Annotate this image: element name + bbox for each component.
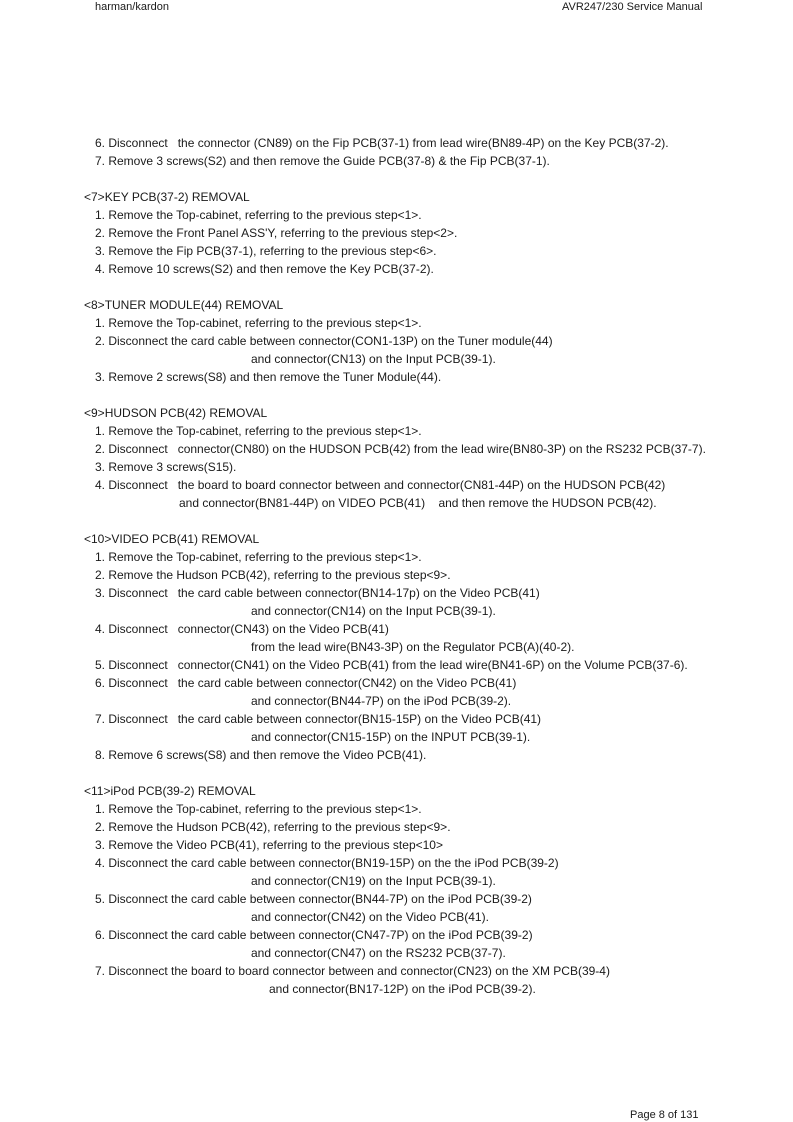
step-line: 2. Remove the Hudson PCB(42), referring to the previous step<9>. — [95, 820, 451, 834]
step-line: 4. Remove 10 screws(S2) and then remove the Key PCB(37-2). — [95, 262, 434, 276]
step-continuation: and connector(CN42) on the Video PCB(41). — [251, 910, 489, 924]
step-continuation: and connector(CN19) on the Input PCB(39-1). — [251, 874, 496, 888]
step-continuation: and connector(BN17-12P) on the iPod PCB(39-2). — [269, 982, 536, 996]
step-line: 1. Remove the Top-cabinet, referring to the previous step<1>. — [95, 550, 422, 564]
step-continuation: and connector(CN47) on the RS232 PCB(37-7). — [251, 946, 506, 960]
step-line: 2. Remove the Front Panel ASS'Y, referring to the previous step<2>. — [95, 226, 458, 240]
brand-header: harman/kardon — [95, 1, 169, 13]
step-line: 3. Remove 3 screws(S15). — [95, 460, 237, 474]
step-line: 3. Disconnect the card cable between connector(BN14-17p) on the Video PCB(41) — [95, 586, 540, 600]
section-title-tuner-module: <8>TUNER MODULE(44) REMOVAL — [84, 298, 284, 312]
step-line: 2. Remove the Hudson PCB(42), referring to the previous step<9>. — [95, 568, 451, 582]
step-line: 4. Disconnect the board to board connector between and connector(CN81-44P) on the HUDSON PCB(42) — [95, 478, 666, 492]
section-title-hudson-pcb: <9>HUDSON PCB(42) REMOVAL — [84, 406, 268, 420]
step-line: 7. Remove 3 screws(S2) and then remove the Guide PCB(37-8) & the Fip PCB(37-1). — [95, 154, 550, 168]
step-continuation: and connector(CN13) on the Input PCB(39-1). — [251, 352, 496, 366]
step-line: 1. Remove the Top-cabinet, referring to the previous step<1>. — [95, 802, 422, 816]
step-line: 5. Disconnect the card cable between connector(BN44-7P) on the iPod PCB(39-2) — [95, 892, 532, 906]
step-continuation: and connector(BN81-44P) on VIDEO PCB(41) and then remove the HUDSON PCB(42). — [179, 496, 657, 510]
step-continuation: and connector(BN44-7P) on the iPod PCB(39-2). — [251, 694, 512, 708]
step-continuation: and connector(CN15-15P) on the INPUT PCB(39-1). — [251, 730, 531, 744]
section-title-video-pcb: <10>VIDEO PCB(41) REMOVAL — [84, 532, 260, 546]
step-line: 3. Remove 2 screws(S8) and then remove the Tuner Module(44). — [95, 370, 442, 384]
step-line: 4. Disconnect connector(CN43) on the Video PCB(41) — [95, 622, 389, 636]
step-line: 8. Remove 6 screws(S8) and then remove the Video PCB(41). — [95, 748, 427, 762]
step-continuation: and connector(CN14) on the Input PCB(39-1). — [251, 604, 496, 618]
section-title-key-pcb: <7>KEY PCB(37-2) REMOVAL — [84, 190, 250, 204]
step-line: 1. Remove the Top-cabinet, referring to the previous step<1>. — [95, 208, 422, 222]
section-title-ipod-pcb: <11>iPod PCB(39-2) REMOVAL — [84, 784, 256, 798]
step-line: 7. Disconnect the card cable between connector(BN15-15P) on the Video PCB(41) — [95, 712, 542, 726]
step-line: 2. Disconnect the card cable between connector(CON1-13P) on the Tuner module(44) — [95, 334, 553, 348]
step-line: 6. Disconnect the card cable between connector(CN42) on the Video PCB(41) — [95, 676, 517, 690]
step-line: 6. Disconnect the connector (CN89) on the Fip PCB(37-1) from lead wire(BN89-4P) on the Key PCB(37-2). — [95, 136, 669, 150]
step-continuation: from the lead wire(BN43-3P) on the Regulator PCB(A)(40-2). — [251, 640, 575, 654]
step-line: 4. Disconnect the card cable between connector(BN19-15P) on the the iPod PCB(39-2) — [95, 856, 559, 870]
step-line: 1. Remove the Top-cabinet, referring to the previous step<1>. — [95, 316, 422, 330]
manual-title-header: AVR247/230 Service Manual — [562, 1, 703, 13]
step-line: 1. Remove the Top-cabinet, referring to the previous step<1>. — [95, 424, 422, 438]
step-line: 7. Disconnect the board to board connector between and connector(CN23) on the XM PCB(39-4) — [95, 964, 610, 978]
step-line: 2. Disconnect connector(CN80) on the HUDSON PCB(42) from the lead wire(BN80-3P) on the RS232 PCB(37-7). — [95, 442, 706, 456]
page-number: Page 8 of 131 — [630, 1109, 699, 1121]
step-line: 3. Remove the Fip PCB(37-1), referring to the previous step<6>. — [95, 244, 437, 258]
step-line: 5. Disconnect connector(CN41) on the Video PCB(41) from the lead wire(BN41-6P) on the Volume PCB(37-6). — [95, 658, 688, 672]
step-line: 6. Disconnect the card cable between connector(CN47-7P) on the iPod PCB(39-2) — [95, 928, 533, 942]
step-line: 3. Remove the Video PCB(41), referring to the previous step<10> — [95, 838, 443, 852]
